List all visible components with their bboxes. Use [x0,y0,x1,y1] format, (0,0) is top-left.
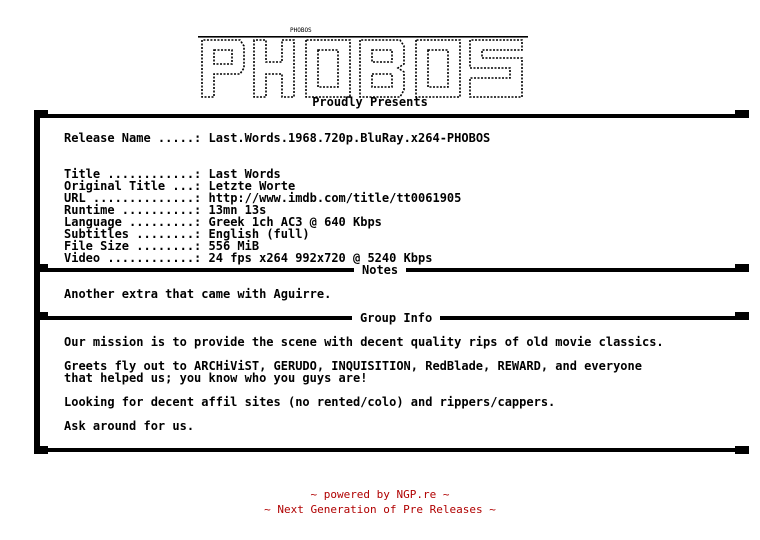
phobos-logo [170,22,550,102]
field-value: Greek 1ch AC3 @ 640 Kbps [208,215,382,229]
field-value: 13mn 13s [208,203,267,217]
notes-corner-left [34,264,48,272]
notes-text: Another extra that came with Aguirre. [64,287,332,301]
group-ask: Ask around for us. [64,419,195,433]
field-value: 24 fps x264 992x720 @ 5240 Kbps [208,251,433,265]
field-value: Letzte Worte [208,179,296,193]
field-label: Language .........: [64,215,202,229]
field-value: 556 MiB [208,239,260,253]
notes-heading: Notes [354,264,406,276]
field-label: Video ............: [64,251,202,265]
frame-left-border [34,110,40,454]
field-value: English (full) [208,227,310,241]
group-looking: Looking for decent affil sites (no rented/colo) and rippers/cappers. [64,395,556,409]
release-fields [64,156,461,276]
footer-powered-by: ~ powered by NGP.re ~ [310,488,450,501]
field-label: URL ..............: [64,191,202,205]
frame-corner-tr [735,110,749,118]
field-label: Title ............: [64,167,202,181]
field-label: Original Title ...: [64,179,202,193]
group-mission: Our mission is to provide the scene with decent quality rips of old movie classics. [64,335,664,349]
group-heading: Group Info [352,312,440,324]
release-name-value: Last.Words.1968.720p.BluRay.x264-PHOBOS [208,131,491,145]
frame-bottom-border [36,448,747,452]
logo-caption: PHOBOS [290,27,312,34]
frame-top-border [36,114,747,118]
field-label: Runtime ..........: [64,203,202,217]
field-value: http://www.imdb.com/title/tt0061905 [208,191,462,205]
frame-corner-br [735,446,749,454]
release-name-label: Release Name .....: [64,131,202,145]
proudly-presents: Proudly Presents [312,95,428,109]
group-greets-line1: Greets fly out to ARCHiViST, GERUDO, INQUISITION, RedBlade, REWARD, and everyone [64,359,642,373]
group-corner-left [34,312,48,320]
group-greets-line2: that helped us; you know who you guys are! [64,371,368,385]
field-value: Last Words [208,167,281,181]
frame-corner-bl [34,446,48,454]
group-corner-right [735,312,749,320]
field-label: File Size ........: [64,239,202,253]
field-row [64,252,461,264]
footer-tagline: ~ Next Generation of Pre Releases ~ [264,503,496,516]
notes-corner-right [735,264,749,272]
field-label: Subtitles ........: [64,227,202,241]
release-name-row [64,132,490,144]
